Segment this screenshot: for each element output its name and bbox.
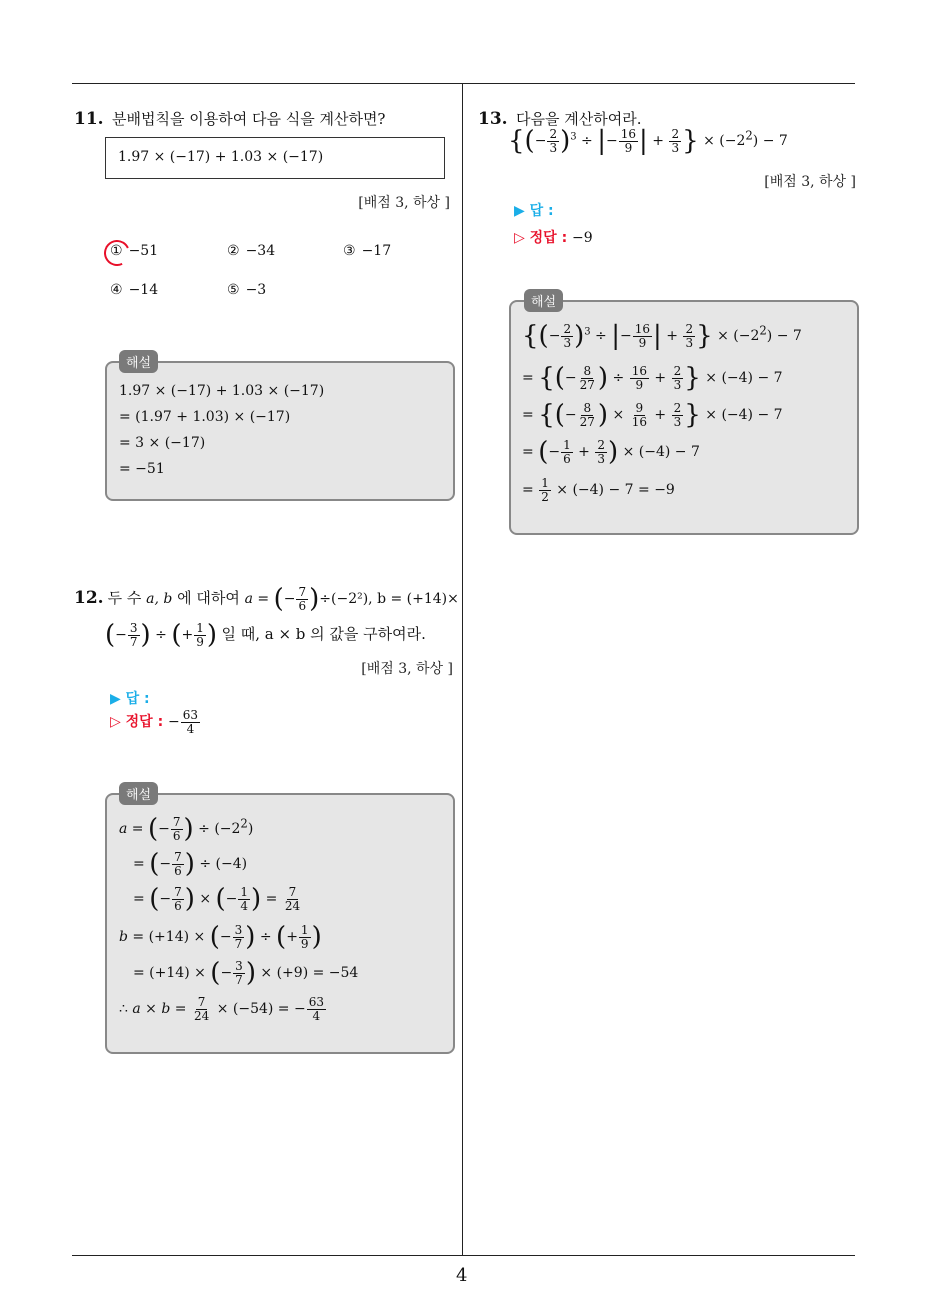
q12-heading: 12. 두 수 a, b 에 대하여 a = (− $\frac{7}{6}$ )÷(−2²), b = (+14)× [74, 584, 459, 615]
q11-option-3[interactable] [343, 243, 391, 259]
q12-correct-label: ▷ 정답 : [110, 714, 164, 731]
page-number: 4 [456, 1265, 468, 1286]
q11-solution-box [105, 361, 455, 501]
option-number: ③ [343, 243, 356, 259]
q13-solution-line: = $\frac{1}{2}$ × (−4) − 7 = −9 [522, 476, 675, 504]
q11-option-1[interactable] [110, 243, 158, 259]
q12-solution-line: ∴ a × b = $\frac{7}{24}$ × (−54) = − $\frac{63}{4}$ [119, 995, 324, 1023]
option-value: −17 [361, 243, 392, 259]
option-value: −3 [245, 282, 267, 298]
q12-solution-line: b = (+14) × (− $\frac{3}{7}$ ) ÷ (+ $\frac{1}{9}$ ) [119, 922, 322, 953]
q13-text: 다음을 계산하여라. [516, 110, 642, 128]
q12-solution-line: = (+14) × (− $\frac{3}{7}$ ) × (+9) = −54 [133, 958, 359, 989]
q11-option-4[interactable] [110, 282, 158, 298]
q11-expression-box [105, 137, 445, 179]
q13-solution-tag: 해설 [524, 289, 563, 312]
q11-option-5[interactable] [227, 282, 266, 298]
q11-text: 분배법칙을 이용하여 다음 식을 계산하면? [112, 110, 386, 128]
q12-correct-value: − $\frac{63}{4}$ [168, 708, 199, 736]
q11-option-2[interactable] [227, 243, 275, 259]
q13-correct-row [514, 227, 593, 247]
q11-heading [74, 108, 385, 129]
q12-solution-line: a = (− $\frac{7}{6}$ ) ÷ $(-2^2)$ [119, 814, 254, 845]
q12-text: 두 수 [107, 589, 147, 608]
q12-solution-tag: 해설 [119, 782, 158, 805]
q11-meta: [배점 3, 하상 ] [358, 195, 450, 211]
option-number: ④ [110, 282, 123, 298]
q12-text: ÷(−2²), b = (+14)× [319, 591, 459, 608]
q13-solution-line: {(− $\frac{2}{3}$ )$^3$ ÷ |− $\frac{16}{9}$ | + $\frac{2}{3}$ } × $(-2^2) - 7$ [522, 321, 802, 352]
q11-expression: 1.97 × (−17) + 1.03 × (−17) [118, 149, 324, 165]
bottom-rule [72, 1255, 855, 1256]
q12-solution-line: = (− $\frac{7}{6}$ ) ÷ (−4) [133, 849, 248, 880]
q12-text: 일 때, a × b 의 값을 구하여라. [221, 625, 426, 644]
q11-solution-line: = −51 [119, 461, 165, 477]
q12-text: 에 대하여 [172, 589, 245, 608]
q12-answer-label: ▶ 답 : [110, 691, 150, 707]
q13-solution-line: = {(− $\frac{8}{27}$ ) ÷ $\frac{16}{9}$ + $\frac{2}{3}$ } × (−4) − 7 [522, 363, 783, 394]
q12-vars: a, b [146, 591, 173, 608]
option-value: −14 [128, 282, 159, 298]
q11-solution-line: = (1.97 + 1.03) × (−17) [119, 409, 291, 425]
q13-correct-value: −9 [572, 230, 593, 246]
q13-meta: [배점 3, 하상 ] [764, 174, 856, 190]
option-number: ② [227, 243, 240, 259]
q13-solution-line: = {(− $\frac{8}{27}$ ) × $\frac{9}{16}$ + $\frac{2}{3}$ } × (−4) − 7 [522, 400, 783, 431]
q13-answer-label: ▶ 답 : [514, 203, 554, 219]
q12-correct-row [110, 709, 201, 735]
q12-line2: (− $\frac{3}{7}$ ) ÷ (+ $\frac{1}{9}$ ) 일 때, a × b 의 값을 구하여라. [105, 620, 426, 651]
option-number: ⑤ [227, 282, 240, 298]
q13-number: 13. [478, 109, 508, 129]
column-divider [462, 83, 463, 1256]
option-number: ① [110, 243, 123, 259]
q12-number: 12. [74, 588, 104, 609]
top-rule [72, 83, 855, 84]
q11-solution-line: 1.97 × (−17) + 1.03 × (−17) [119, 383, 325, 399]
q13-expression: {(− $\frac{2}{3}$ )$^3$ ÷ |− $\frac{16}{9}$ | + $\frac{2}{3}$ } × $(-2^2) - 7$ [508, 126, 788, 157]
option-value: −51 [128, 243, 159, 259]
q13-solution-line: = (− $\frac{1}{6}$ + $\frac{2}{3}$ ) × (−4) − 7 [522, 437, 700, 468]
option-value: −34 [245, 243, 276, 259]
q11-solution-line: = 3 × (−17) [119, 435, 206, 451]
q11-number: 11. [74, 109, 104, 129]
q12-meta: [배점 3, 하상 ] [361, 661, 453, 677]
q11-solution-tag: 해설 [119, 350, 158, 373]
q13-correct-label: ▷ 정답 : [514, 230, 568, 246]
q12-solution-line: = (− $\frac{7}{6}$ ) × (− $\frac{1}{4}$ ) = $\frac{7}{24}$ [133, 884, 301, 915]
